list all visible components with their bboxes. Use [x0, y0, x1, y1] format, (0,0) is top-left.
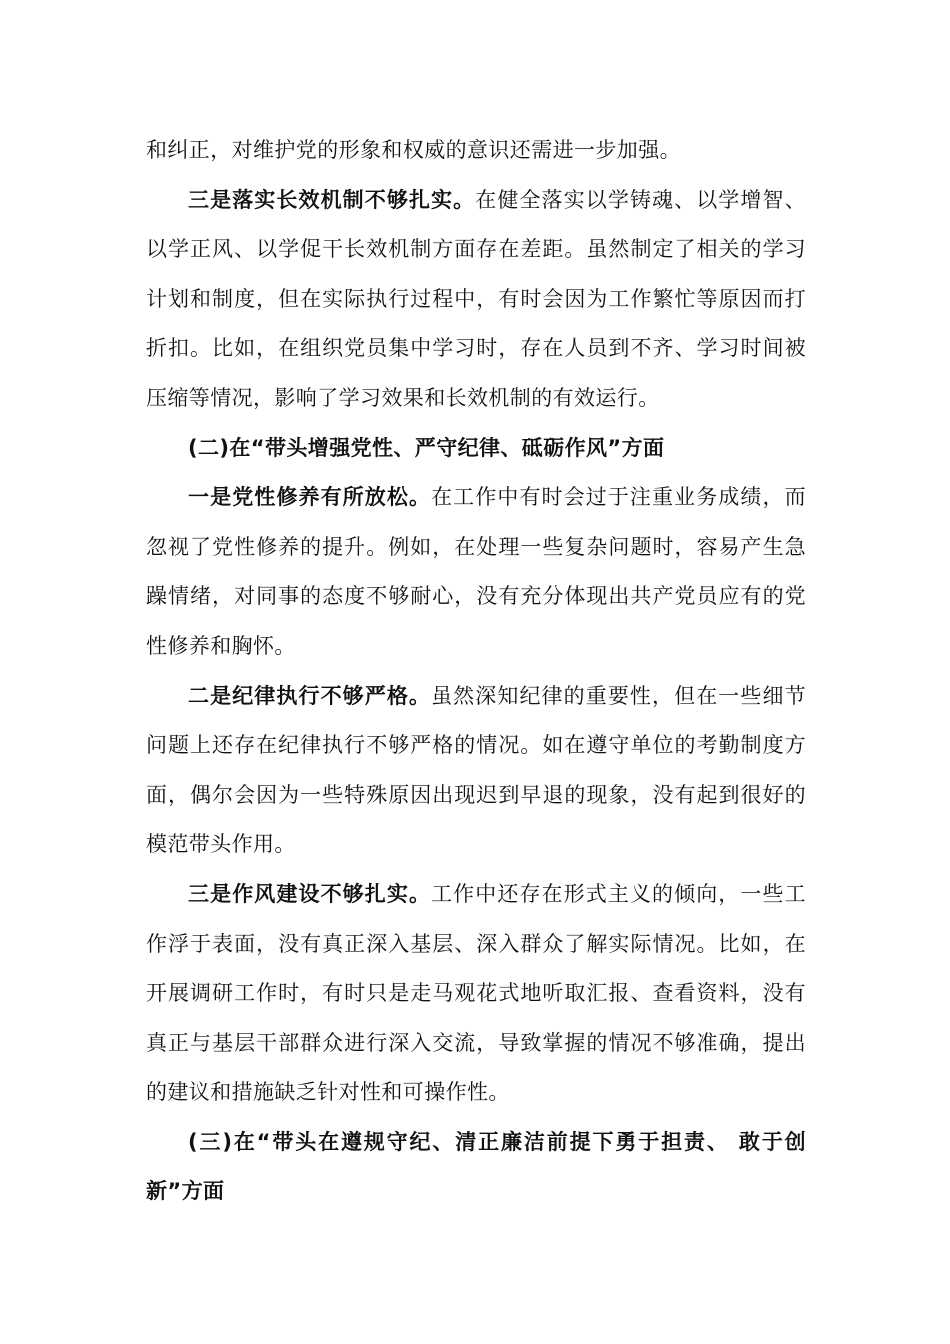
paragraph-lead: 一是党性修养有所放松。: [188, 485, 432, 510]
paragraph-discipline: [146, 672, 806, 870]
paragraph-lead: 二是纪律执行不够严格。: [188, 683, 432, 708]
paragraph-long-term-mechanism: [146, 176, 806, 424]
section-heading-3: (三)在“带头在遵规守纪、清正廉洁前提下勇于担责、 敢于创新”方面: [146, 1129, 806, 1204]
paragraph-lead: 三是作风建设不够扎实。: [188, 881, 432, 906]
paragraph-party-spirit: [146, 473, 806, 671]
paragraph-text: 在健全落实以学铸魂、以学增智、以学正风、以学促干长效机制方面存在差距。虽然制定了相关的学习计划和制度，但在实际执行过程中，有时会因为工作繁忙等原因而打折扣。比如，在组织党员集中学习时，存在人员到不齐、学习时间被压缩等情况，影响了学习效果和长效机制的有效运行。: [146, 187, 806, 410]
paragraph-text: 工作中还存在形式主义的倾向，一些工作浮于表面，没有真正深入基层、深入群众了解实际情况。比如，在开展调研工作时，有时只是走马观花式地听取汇报、查看资料，没有真正与基层干部群众进行深入交流，导致掌握的情况不够准确，提出的建议和措施缺乏针对性和可操作性。: [146, 881, 806, 1105]
paragraph-text: 和纠正，对维护党的形象和权威的意识还需进一步加强。: [146, 138, 681, 162]
paragraph-lead: 三是落实长效机制不够扎实。: [188, 187, 476, 212]
section-heading-2: (二)在“带头增强党性、严守纪律、砥砺作风”方面: [188, 435, 665, 460]
document-body: [146, 126, 806, 1217]
paragraph-work-style: [146, 870, 806, 1118]
paragraph-text: 虽然深知纪律的重要性，但在一些细节问题上还存在纪律执行不够严格的情况。如在遵守单位的考勤制度方面，偶尔会因为一些特殊原因出现迟到早退的现象，没有起到很好的模范带头作用。: [146, 683, 806, 857]
paragraph-continuation: [146, 126, 806, 176]
paragraph-text: 在工作中有时会过于注重业务成绩，而忽视了党性修养的提升。例如，在处理一些复杂问题时，容易产生急躁情绪，对同事的态度不够耐心，没有充分体现出共产党员应有的党性修养和胸怀。: [146, 485, 806, 658]
